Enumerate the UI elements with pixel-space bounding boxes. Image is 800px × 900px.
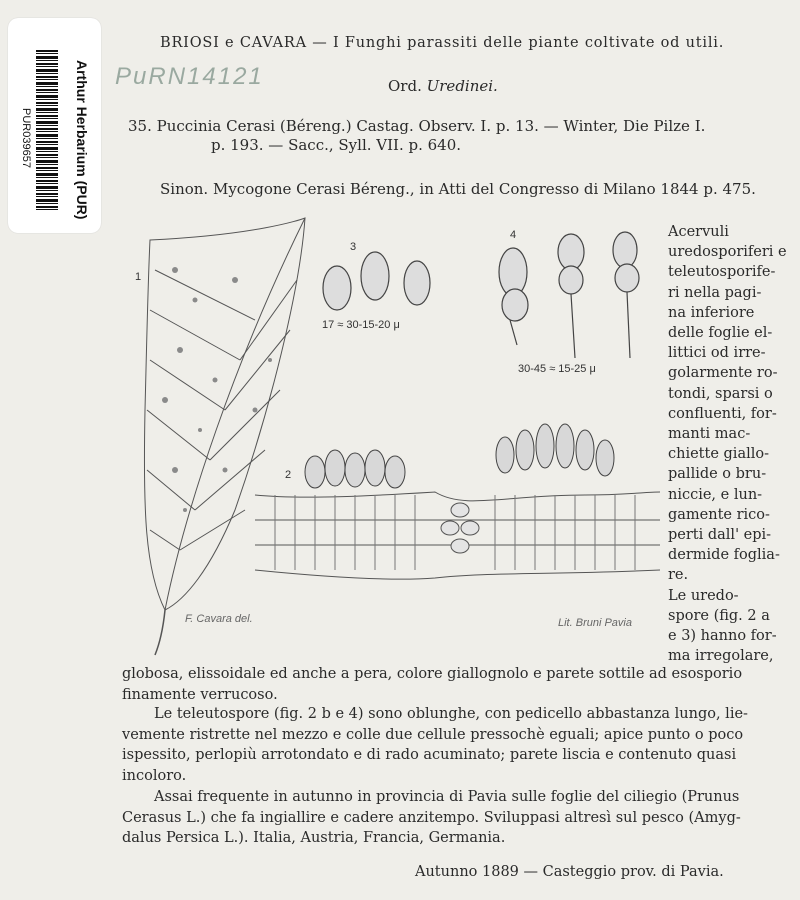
column-line: delle foglie el- [668, 325, 773, 342]
leaf-section-drawing [255, 424, 660, 579]
column-line: dermide foglia- [668, 547, 780, 564]
column-line: niccie, e lun- [668, 486, 763, 503]
column-line: perti dall' epi- [668, 527, 772, 544]
paragraph-line: ispessito, perlopiù arrotondato e di rado acuminato; parete liscia e contenuto quasi [122, 747, 737, 763]
fig1-number: 1 [135, 271, 142, 283]
barcode [36, 50, 58, 210]
fig2-number: 2 [285, 469, 292, 481]
column-line: confluenti, for- [668, 405, 777, 422]
paragraph-line: finamente verrucoso. [122, 686, 278, 703]
paragraph-distribution [122, 787, 741, 849]
column-line: ri nella pagi- [668, 284, 762, 301]
column-line: Acervuli [668, 224, 729, 240]
column-line: e 3) hanno for- [668, 628, 777, 645]
artist-credit: F. Cavara del. [185, 613, 253, 625]
running-title: BRIOSI e CAVARA — I Funghi parassiti delle piante coltivate od utili. [160, 35, 725, 51]
paragraph-line: Assai frequente in autunno in provincia di Pavia sulle foglie del ciliegio (Prunus [154, 789, 740, 805]
fig4-number: 4 [510, 229, 517, 241]
teleutospores-drawing [499, 232, 639, 358]
paragraph-line: incoloro. [122, 767, 187, 784]
handwritten-accession: PuRN14121 [115, 63, 264, 90]
column-line: tondi, sparsi o [668, 385, 773, 402]
botanical-plate [105, 210, 665, 660]
collection-date-locality: Autunno 1889 — Casteggio prov. di Pavia. [415, 864, 724, 880]
column-line: spore (fig. 2 a [668, 607, 770, 624]
species-citation-line2: p. 193. — Sacc., Syll. VII. p. 640. [211, 136, 462, 154]
paragraph-line: globosa, elissoidale ed anche a pera, colore giallognolo e parete sottile ad esosporio [122, 666, 743, 682]
order-name: Uredinei. [426, 77, 498, 95]
column-line: teleutosporife- [668, 264, 776, 281]
order-line [388, 77, 498, 95]
paragraph-line: dalus Persica L.). Italia, Austria, Francia, Germania. [122, 830, 506, 846]
paragraph-line: Le teleutospore (fig. 2 b e 4) sono oblunghe, con pedicello abbastanza lungo, lie- [154, 706, 748, 722]
order-prefix: Ord. [388, 77, 422, 95]
uredospores-drawing [323, 252, 430, 310]
column-line: ma irregolare, [668, 648, 774, 665]
column-line: na inferiore [668, 304, 755, 321]
species-citation-line1: 35. Puccinia Cerasi (Béreng.) Castag. Observ. I. p. 13. — Winter, Die Pilze I. [128, 117, 706, 135]
paragraph-teleutospores [122, 704, 748, 786]
paragraph-line: vemente ristrette nel mezzo e colle due cellule pressochè eguali; apice punto o poco [122, 726, 744, 743]
column-line: re. [668, 567, 689, 584]
paragraph-line: Cerasus L.) che fa ingiallire e cadere anzitempo. Sviluppasi altresì sul pesco (Amyg- [122, 809, 741, 826]
barcode-label [8, 18, 101, 233]
column-line: chiette giallo- [668, 446, 769, 463]
synonym-line: Sinon. Mycogone Cerasi Béreng., in Atti del Congresso di Milano 1844 p. 475. [160, 180, 756, 198]
fig3-dimensions: 17 ≈ 30-15-20 μ [322, 319, 400, 331]
paragraph-uredospores [122, 664, 742, 705]
fig3-number: 3 [350, 241, 357, 253]
column-line: Le uredo- [668, 587, 739, 604]
column-line: gamente rico- [668, 506, 770, 523]
herbarium-name: Arthur Herbarium (PUR) [74, 60, 90, 220]
column-line: uredosporiferi e [668, 244, 787, 261]
column-line: pallide o bru- [668, 466, 767, 483]
leaf-drawing [144, 218, 305, 655]
column-line: manti mac- [668, 426, 751, 443]
fig4-dimensions: 30-45 ≈ 15-25 μ [518, 363, 596, 375]
lithographer-credit: Lit. Bruni Pavia [558, 617, 632, 629]
column-line: littici od irre- [668, 345, 766, 362]
specimen-code: PUR039657 [20, 108, 32, 168]
description-column [668, 222, 788, 666]
column-line: golarmente ro- [668, 365, 778, 382]
